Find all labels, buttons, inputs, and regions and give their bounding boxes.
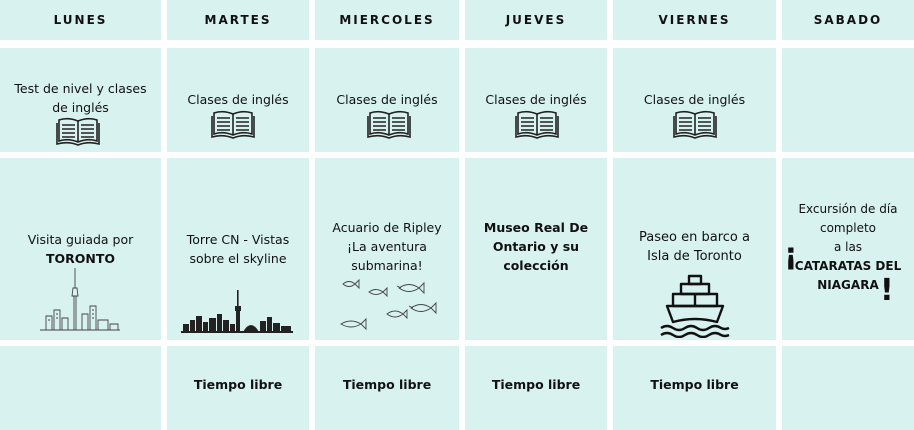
activity-text: Clases de inglés: [485, 92, 587, 107]
day-label: MIERCOLES: [339, 13, 435, 27]
text-line: Excursión de día: [798, 202, 898, 216]
activity-text: Tiempo libre: [193, 377, 283, 392]
day-label: JUEVES: [505, 13, 567, 27]
activity-text: [465, 218, 607, 275]
text-line: Isla de Toronto: [647, 249, 742, 264]
text-line: Torre CN - Vistas: [186, 232, 290, 247]
text-line: sobre el skyline: [189, 251, 287, 266]
morning-miercoles: [315, 48, 459, 152]
activity-text: [167, 230, 309, 268]
activity-text: Clases de inglés: [643, 92, 746, 107]
evening-martes: [167, 346, 309, 430]
activity-text: [315, 218, 459, 275]
cn-tower-skyline-icon: [181, 288, 293, 334]
activity-text: Tiempo libre: [342, 377, 432, 392]
afternoon-sabado: [782, 158, 914, 340]
text-line: colección: [503, 258, 569, 273]
book-icon: [673, 109, 717, 139]
text-line: TORONTO: [45, 251, 116, 266]
text-line: Ontario y su: [492, 239, 580, 254]
ship-icon: [659, 272, 731, 338]
evening-jueves: [465, 346, 607, 430]
activity-text: Clases de inglés: [187, 92, 289, 107]
day-label: LUNES: [53, 13, 108, 27]
book-icon: [211, 109, 255, 139]
evening-miercoles: [315, 346, 459, 430]
day-label: SABADO: [813, 13, 883, 27]
header-viernes: [613, 0, 776, 40]
morning-viernes: [613, 48, 776, 152]
morning-jueves: [465, 48, 607, 152]
activity-text: [613, 228, 776, 266]
activity-text: Clases de inglés: [336, 92, 438, 107]
afternoon-viernes: [613, 158, 776, 340]
afternoon-miercoles: [315, 158, 459, 340]
evening-viernes: [613, 346, 776, 430]
afternoon-jueves: [465, 158, 607, 340]
morning-lunes: [0, 48, 161, 152]
afternoon-lunes: [0, 158, 161, 340]
text-line: CATARATAS DEL: [794, 259, 902, 273]
activity-text: [0, 230, 161, 268]
toronto-skyline-sketch-icon: [38, 266, 122, 332]
evening-lunes: [0, 346, 161, 430]
fish-school-icon: [337, 274, 447, 332]
header-lunes: [0, 0, 161, 40]
header-miercoles: [315, 0, 459, 40]
evening-sabado: [782, 346, 914, 430]
book-icon: [367, 109, 411, 139]
header-sabado: [782, 0, 914, 40]
book-icon: [56, 116, 100, 146]
text-line: submarina!: [351, 258, 423, 273]
day-label: MARTES: [204, 13, 272, 27]
activity-text: Test de nivel y clases de inglés: [14, 81, 147, 115]
text-line: Acuario de Ripley: [332, 220, 442, 235]
book-icon: [515, 109, 559, 139]
afternoon-martes: [167, 158, 309, 340]
text-line: ¡La aventura: [347, 239, 427, 254]
close-exclamation-mark: !: [880, 273, 894, 308]
activity-text: Tiempo libre: [650, 377, 739, 392]
activity-text: [782, 200, 914, 295]
text-line: Museo Real De: [483, 220, 589, 235]
day-label: VIERNES: [658, 13, 731, 27]
header-jueves: [465, 0, 607, 40]
header-martes: [167, 0, 309, 40]
text-line: Paseo en barco a: [639, 230, 750, 245]
morning-martes: [167, 48, 309, 152]
text-line: completo: [819, 221, 876, 235]
morning-sabado: [782, 48, 914, 152]
activity-text: Tiempo libre: [491, 377, 581, 392]
open-exclamation-mark: ¡: [784, 237, 798, 272]
text-line: NIAGARA: [817, 278, 879, 292]
text-line: Visita guiada por: [27, 232, 134, 247]
text-line: a las: [833, 240, 863, 254]
